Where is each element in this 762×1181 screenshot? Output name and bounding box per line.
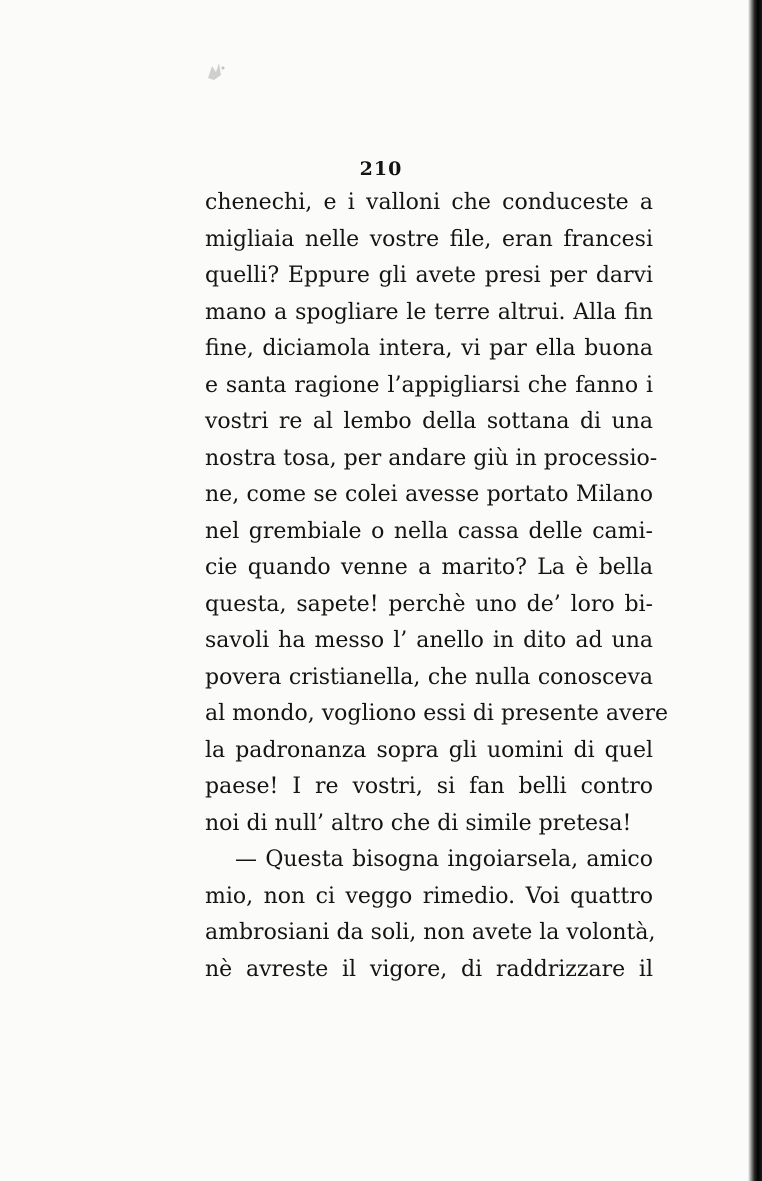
text-line: fine, diciamola intera, vi par ella buona	[205, 336, 653, 361]
text-line: nel grembiale o nella cassa delle cami-	[205, 518, 653, 544]
text-line: nè avreste il vigore, di raddrizzare il	[205, 956, 653, 982]
text-line: — Questa bisogna ingoiarsela, amico	[235, 847, 653, 872]
text-line: paese! I re vostri, si fan belli contro	[205, 774, 653, 799]
text-line: mano a spogliare le terre altrui. Alla fin	[205, 299, 653, 325]
text-line: al mondo, vogliono essi di presente avere	[205, 701, 669, 726]
body-text	[205, 185, 669, 988]
text-line: savoli ha messo l’ anello in dito ad una	[205, 628, 653, 653]
text-line: ambrosiani da soli, non avete la volontà,	[205, 920, 656, 945]
text-line: cie quando venne a marito? La è bella	[205, 555, 653, 580]
text-line: ne, come se colei avesse portato Milano	[205, 482, 653, 507]
ink-speck-mark	[200, 58, 228, 84]
text-line: chenechi, e i valloni che conduceste a	[205, 190, 653, 215]
text-line: mio, non ci veggo rimedio. Voi quattro	[205, 883, 653, 909]
text-line: nostra tosa, per andare giù in processio-	[205, 445, 658, 471]
text-line: vostri re al lembo della sottana di una	[205, 409, 653, 434]
text-line: e santa ragione l’appigliarsi che fanno i	[205, 372, 653, 398]
text-line: quelli? Eppure gli avete presi per darvi	[205, 263, 653, 288]
text-line: povera cristianella, che nulla conosceva	[205, 664, 653, 690]
text-line: la padronanza sopra gli uomini di quel	[205, 737, 653, 763]
text-line: noi di null’ altro che di simile pretesa!	[205, 810, 632, 836]
text-line: questa, sapete! perchè uno de’ loro bi-	[205, 591, 653, 617]
page-number: 210	[359, 158, 403, 180]
text-line: migliaia nelle vostre file, eran francesi	[205, 226, 653, 252]
